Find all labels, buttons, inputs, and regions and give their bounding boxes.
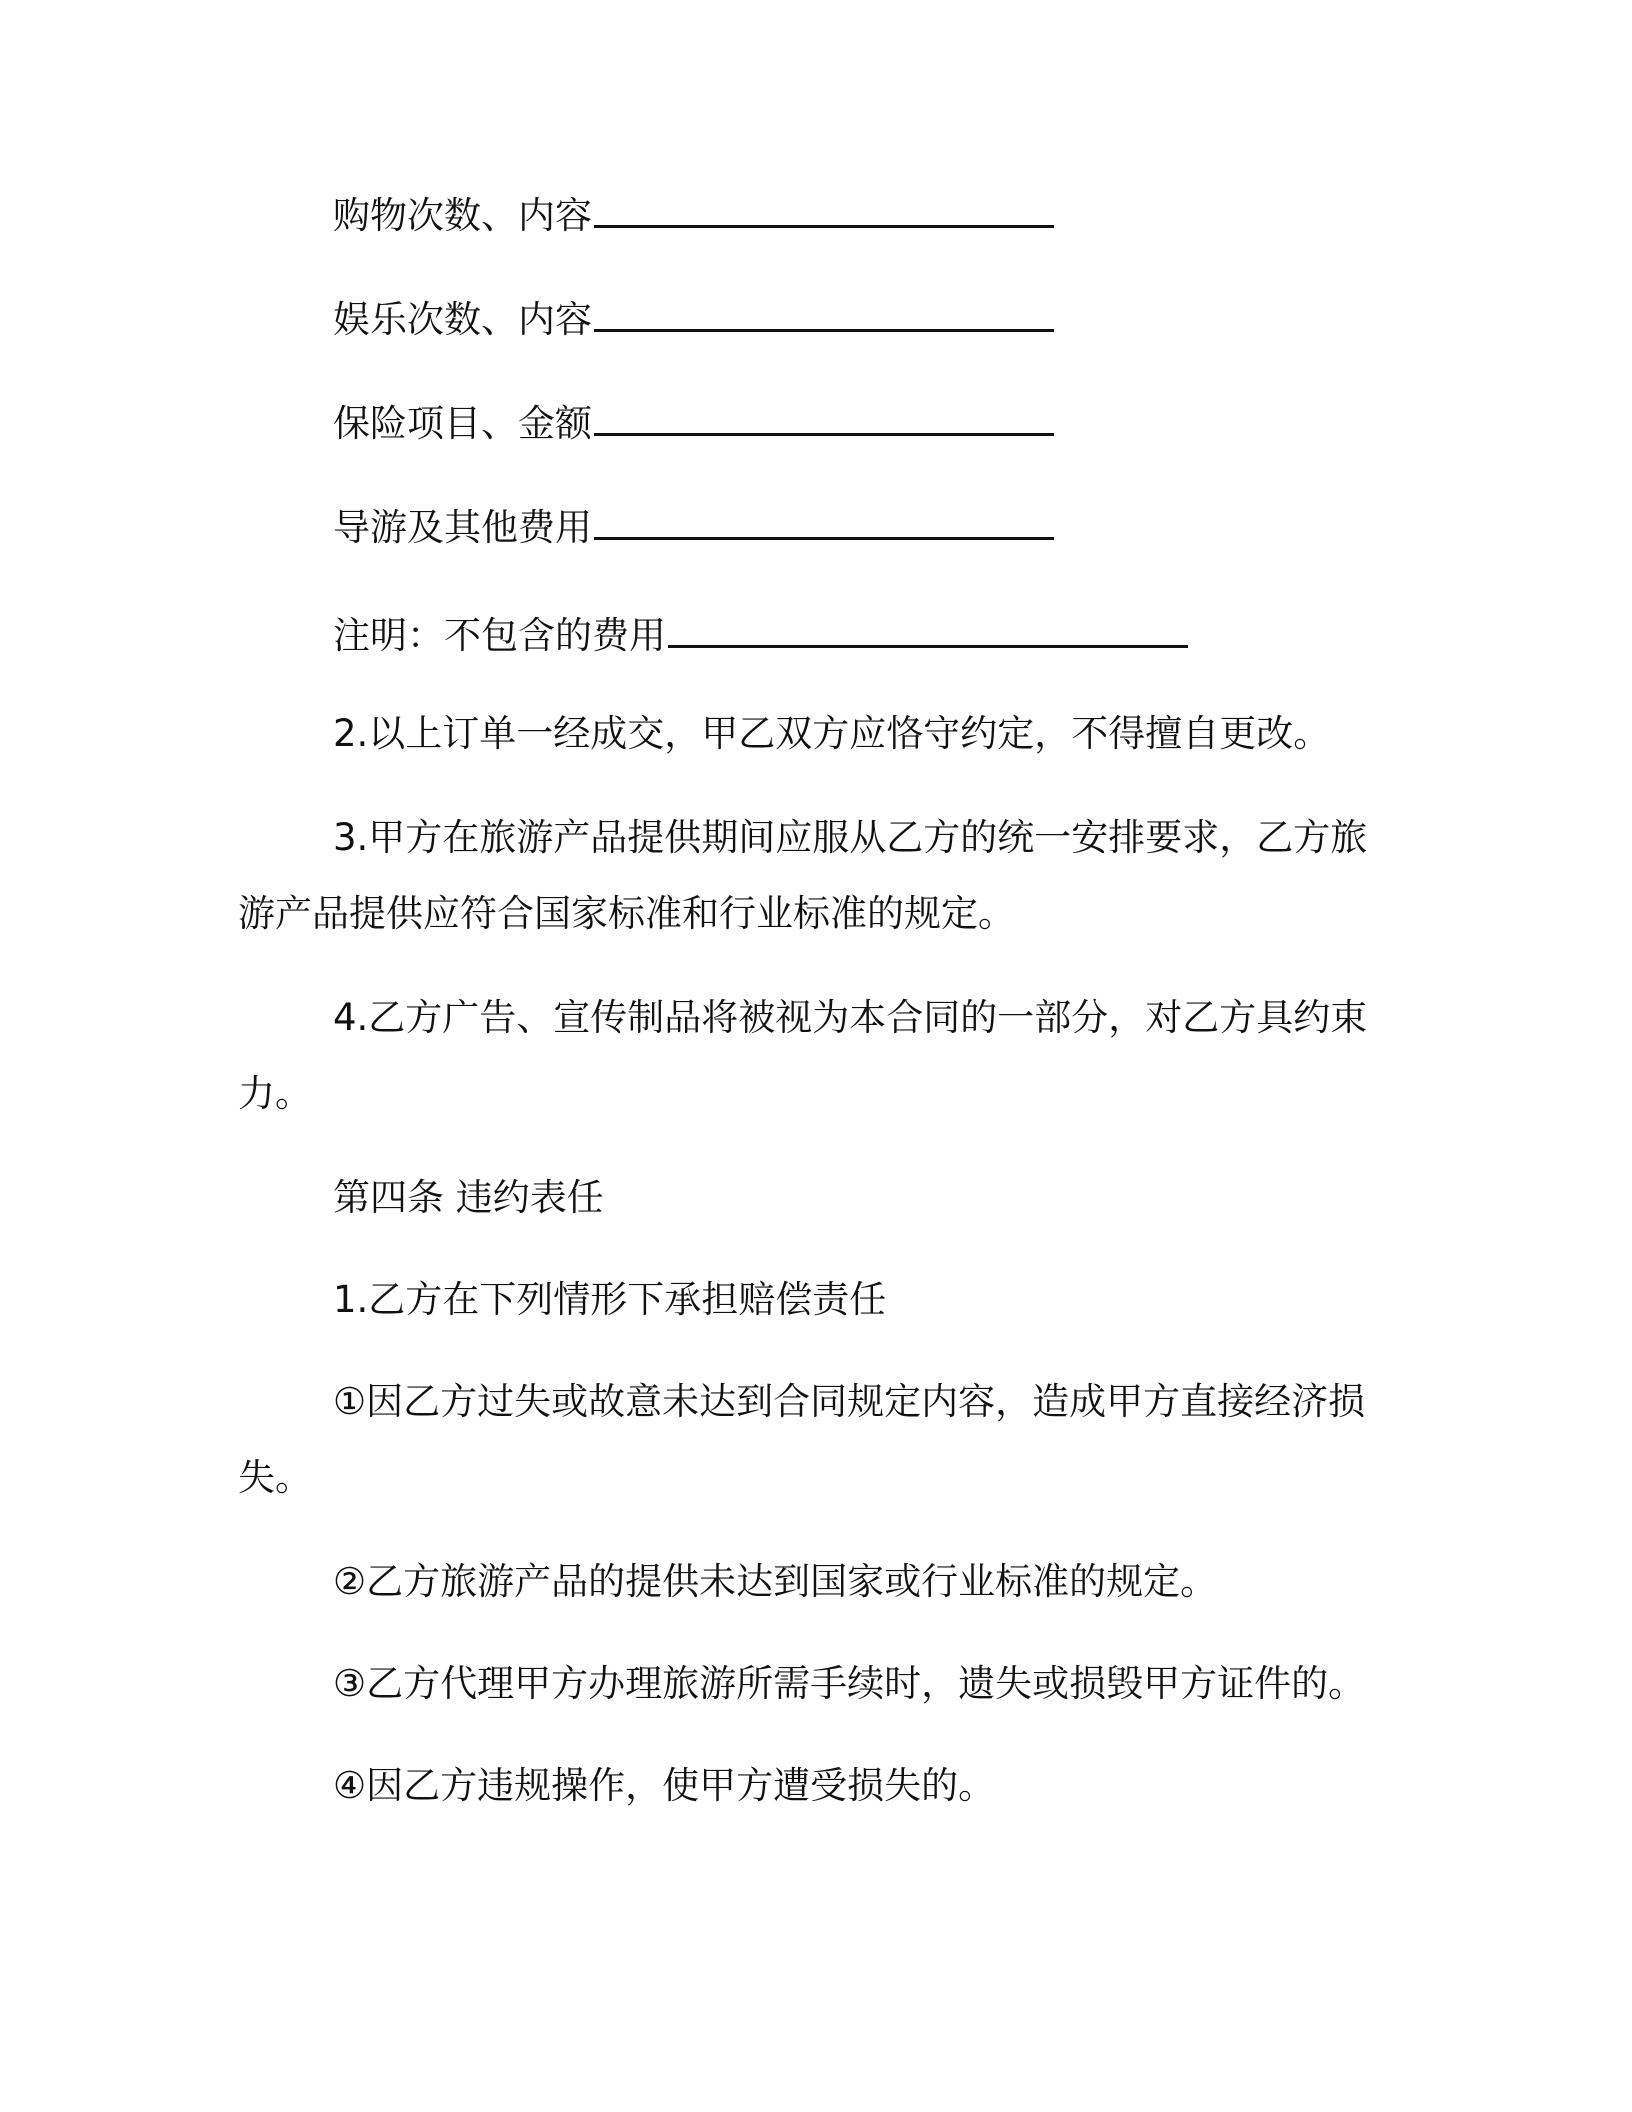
case-1: ①因乙方过失或故意未达到合同规定内容，造成甲方直接经济损失。 (238, 1380, 1366, 1499)
shopping-line (333, 178, 1467, 254)
guide-fee-line (333, 490, 1467, 566)
insurance-line (333, 386, 1467, 462)
entertainment-blank (594, 299, 1054, 332)
insurance-label: 保险项目、金额 (333, 402, 592, 445)
item-2: 2.以上订单一经成交，甲乙双方应恪守约定，不得擅自更改。 (333, 712, 1331, 755)
shopping-label: 购物次数、内容 (333, 194, 592, 237)
item-4: 4.乙方广告、宣传制品将被视为本合同的一部分，对乙方具约束力。 (238, 996, 1368, 1115)
case-2: ②乙方旅游产品的提供未达到国家或行业标准的规定。 (333, 1560, 1218, 1603)
case-3: ③乙方代理甲方办理旅游所需手续时，遗失或损毁甲方证件的。 (333, 1662, 1366, 1705)
excluded-fee-label: 注明：不包含的费用 (333, 614, 666, 657)
shopping-blank (594, 195, 1054, 228)
insurance-blank (594, 403, 1054, 436)
sub-clause-1: 1.乙方在下列情形下承担赔偿责任 (333, 1278, 887, 1321)
article-4-title: 第四条 违约表任 (333, 1176, 604, 1219)
guide-fee-blank (594, 507, 1054, 540)
case-4: ④因乙方违规操作，使甲方遭受损失的。 (333, 1764, 996, 1807)
excluded-fee-blank (668, 615, 1188, 648)
item-3: 3.甲方在旅游产品提供期间应服从乙方的统一安排要求，乙方旅游产品提供应符合国家标准和行业标准的规定。 (238, 816, 1368, 935)
guide-fee-label: 导游及其他费用 (333, 506, 592, 549)
entertainment-label: 娱乐次数、内容 (333, 298, 592, 341)
entertainment-line (333, 282, 1467, 358)
excluded-fee-line (333, 598, 1467, 674)
